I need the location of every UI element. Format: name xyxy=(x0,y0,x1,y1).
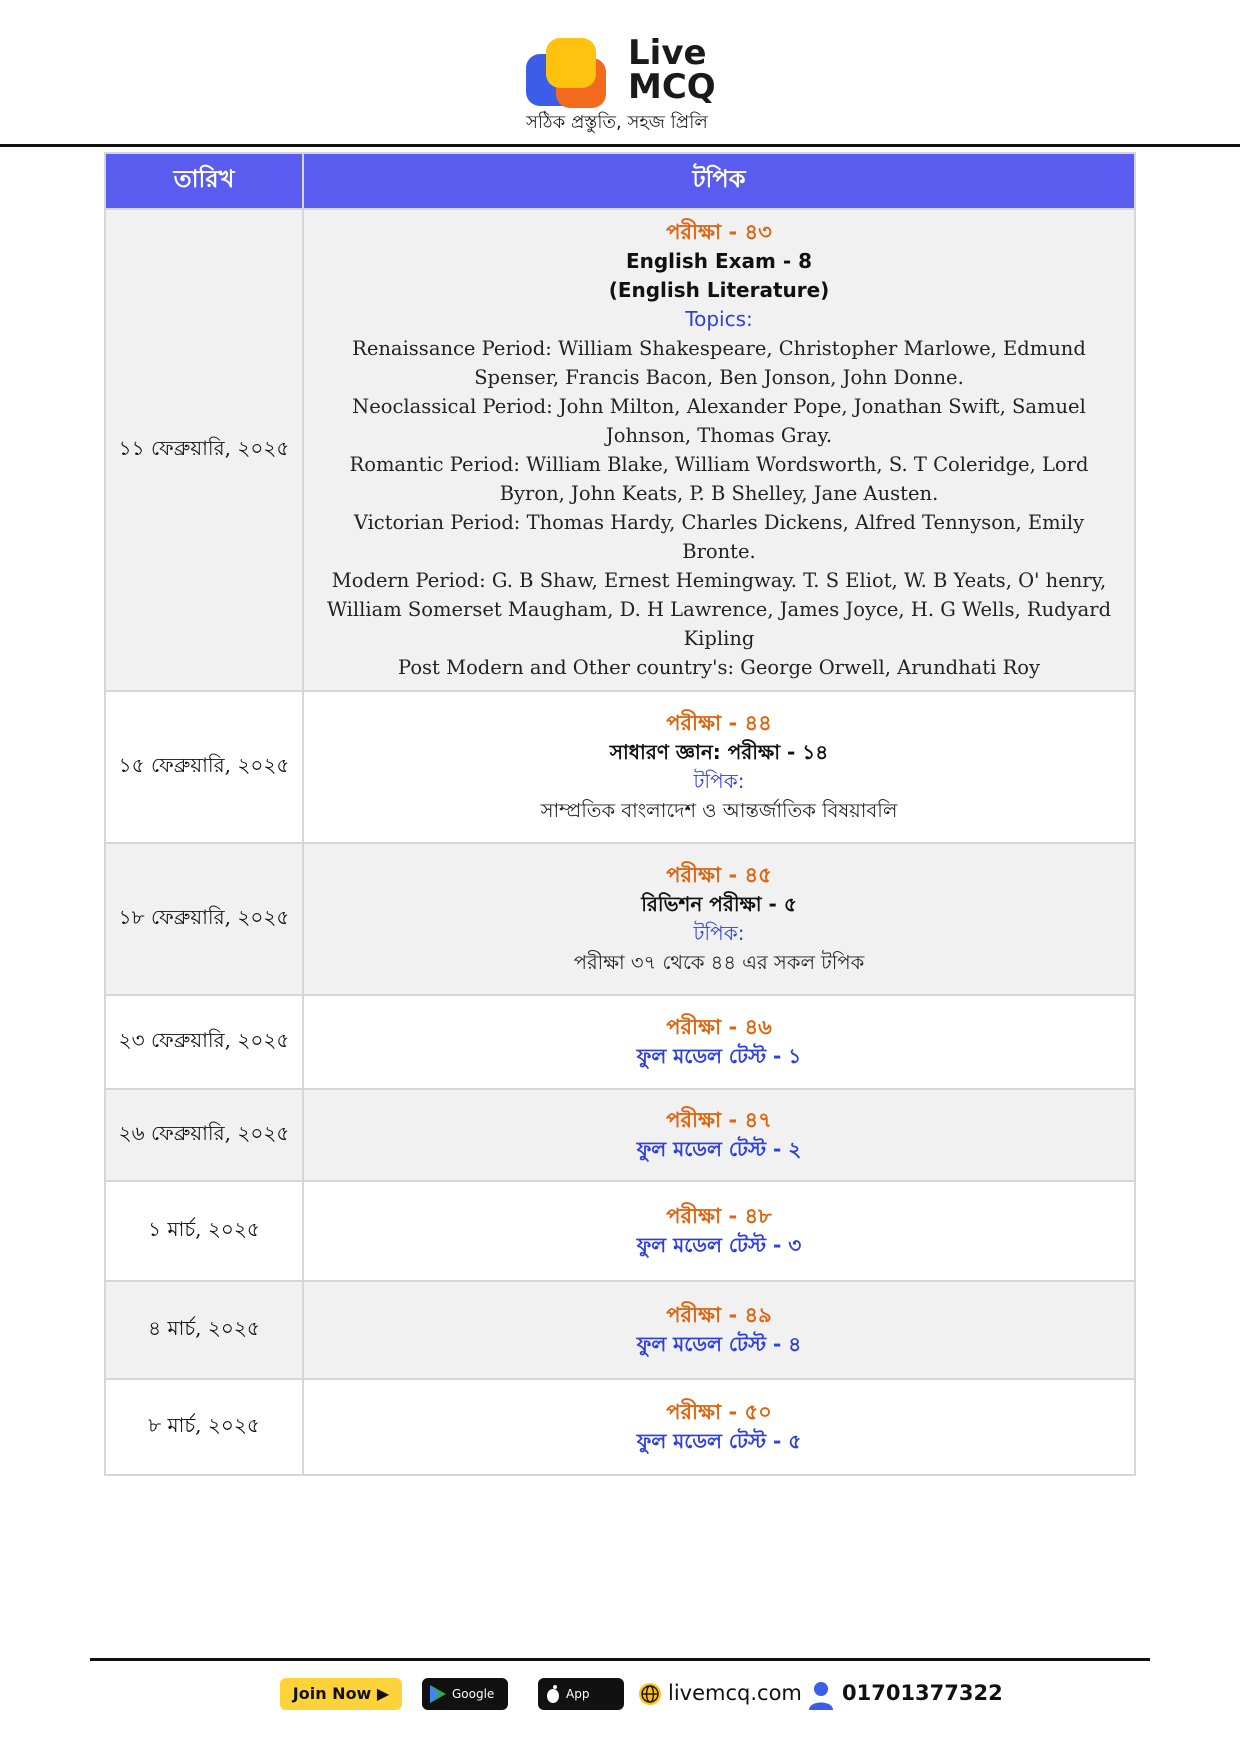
exam-subject: সাধারণ জ্ঞান: পরীক্ষা - ১৪ xyxy=(609,740,829,764)
column-header-topic: টপিক xyxy=(303,153,1135,209)
globe-icon xyxy=(638,1682,662,1706)
exam-subject: ফুল মডেল টেস্ট - ৪ xyxy=(636,1332,802,1356)
google-play-label: Google Play xyxy=(452,1687,495,1733)
phone-number[interactable]: 01701377322 xyxy=(842,1681,1003,1705)
exam-subject: ফুল মডেল টেস্ট - ১ xyxy=(636,1044,802,1068)
exam-subject-sub: (English Literature) xyxy=(608,278,830,302)
exam-number: পরীক্ষা - ৪৩ xyxy=(666,220,772,244)
exam-number: পরীক্ষা - ৪৯ xyxy=(666,1303,772,1327)
row-topic xyxy=(303,1089,1135,1181)
exam-number: পরীক্ষা - ৪৬ xyxy=(666,1015,772,1039)
exam-subject: ফুল মডেল টেস্ট - ৩ xyxy=(636,1233,802,1257)
app-store-label: App Store xyxy=(566,1687,598,1733)
footer-divider xyxy=(90,1658,1150,1661)
table-header-row xyxy=(105,153,1135,209)
row-date: ১৫ ফেব্রুয়ারি, ২০২৫ xyxy=(105,691,303,843)
topic-detail: Renaissance Period: William Shakespeare, Christopher Marlowe, Edmund Spenser, Francis Bacon, Ben Jonson, John Donne. xyxy=(352,337,1086,389)
column-header-date: তারিখ xyxy=(105,153,303,209)
exam-schedule-table xyxy=(104,152,1136,1476)
page-footer xyxy=(0,1678,1240,1733)
page-header xyxy=(0,0,1240,146)
exam-number: পরীক্ষা - ৪৭ xyxy=(666,1108,772,1132)
exam-number: পরীক্ষা - ৪৮ xyxy=(666,1204,772,1228)
table-row xyxy=(105,1089,1135,1181)
topic-detail: Romantic Period: William Blake, William Wordsworth, S. T Coleridge, Lord Byron, John Keats, P. B Shelley, Jane Austen. xyxy=(349,453,1089,505)
exam-number: পরীক্ষা - ৪৫ xyxy=(666,863,772,887)
table-row xyxy=(105,691,1135,843)
row-topic xyxy=(303,1281,1135,1379)
row-topic xyxy=(303,843,1135,995)
topic-detail: Neoclassical Period: John Milton, Alexander Pope, Jonathan Swift, Samuel Johnson, Thomas Gray. xyxy=(352,395,1086,447)
topics-label: টপিক: xyxy=(693,921,745,945)
topic-detail: পরীক্ষা ৩৭ থেকে ৪৪ এর সকল টপিক xyxy=(573,951,865,974)
google-play-badge[interactable] xyxy=(422,1678,508,1733)
row-date: ১ মার্চ, ২০২৫ xyxy=(105,1181,303,1281)
row-topic xyxy=(303,691,1135,843)
apple-icon xyxy=(546,1685,560,1703)
row-topic xyxy=(303,209,1135,691)
exam-number: পরীক্ষা - ৫০ xyxy=(666,1400,772,1424)
table-row xyxy=(105,1281,1135,1379)
exam-number: পরীক্ষা - ৪৪ xyxy=(666,711,772,735)
topic-detail: Modern Period: G. B Shaw, Ernest Hemingway. T. S Eliot, W. B Yeats, O' henry, William Somerset Maugham, D. H Lawrence, James Joyce, H. G Wells, Rudyard Kipling xyxy=(326,569,1112,650)
exam-subject: ফুল মডেল টেস্ট - ২ xyxy=(636,1137,802,1161)
website-link[interactable]: livemcq.com xyxy=(668,1681,802,1705)
row-date: ১১ ফেব্রুয়ারি, ২০২৫ xyxy=(105,209,303,691)
livemcq-logo-icon xyxy=(526,38,616,112)
row-date: ৪ মার্চ, ২০২৫ xyxy=(105,1281,303,1379)
table-row xyxy=(105,1181,1135,1281)
topic-detail: Post Modern and Other country's: George Orwell, Arundhati Roy xyxy=(397,656,1041,679)
row-topic xyxy=(303,995,1135,1089)
row-topic xyxy=(303,1379,1135,1475)
header-divider xyxy=(0,144,1240,147)
topics-label: Topics: xyxy=(685,307,753,331)
google-play-icon xyxy=(430,1685,446,1703)
topic-detail: সাম্প্রতিক বাংলাদেশ ও আন্তর্জাতিক বিষয়াবলি xyxy=(540,799,898,822)
topic-detail: Victorian Period: Thomas Hardy, Charles Dickens, Alfred Tennyson, Emily Bronte. xyxy=(353,511,1085,563)
exam-subject: রিভিশন পরীক্ষা - ৫ xyxy=(641,892,797,916)
table-row xyxy=(105,995,1135,1089)
app-store-badge[interactable] xyxy=(538,1678,624,1733)
row-topic xyxy=(303,1181,1135,1281)
topics-label: টপিক: xyxy=(693,769,745,793)
brand-name: Live MCQ xyxy=(628,33,716,107)
contact-person-icon xyxy=(808,1680,834,1710)
table-row xyxy=(105,209,1135,691)
row-date: ২৩ ফেব্রুয়ারি, ২০২৫ xyxy=(105,995,303,1089)
row-date: ১৮ ফেব্রুয়ারি, ২০২৫ xyxy=(105,843,303,995)
table-row xyxy=(105,843,1135,995)
brand-tagline: সঠিক প্রস্তুতি, সহজ প্রিলি xyxy=(526,112,708,133)
row-date: ৮ মার্চ, ২০২৫ xyxy=(105,1379,303,1475)
join-now-button[interactable]: Join Now ▶ xyxy=(280,1678,402,1710)
exam-subject: ফুল মডেল টেস্ট - ৫ xyxy=(636,1429,802,1453)
table-row xyxy=(105,1379,1135,1475)
row-date: ২৬ ফেব্রুয়ারি, ২০২৫ xyxy=(105,1089,303,1181)
exam-subject: English Exam - 8 xyxy=(625,249,813,273)
